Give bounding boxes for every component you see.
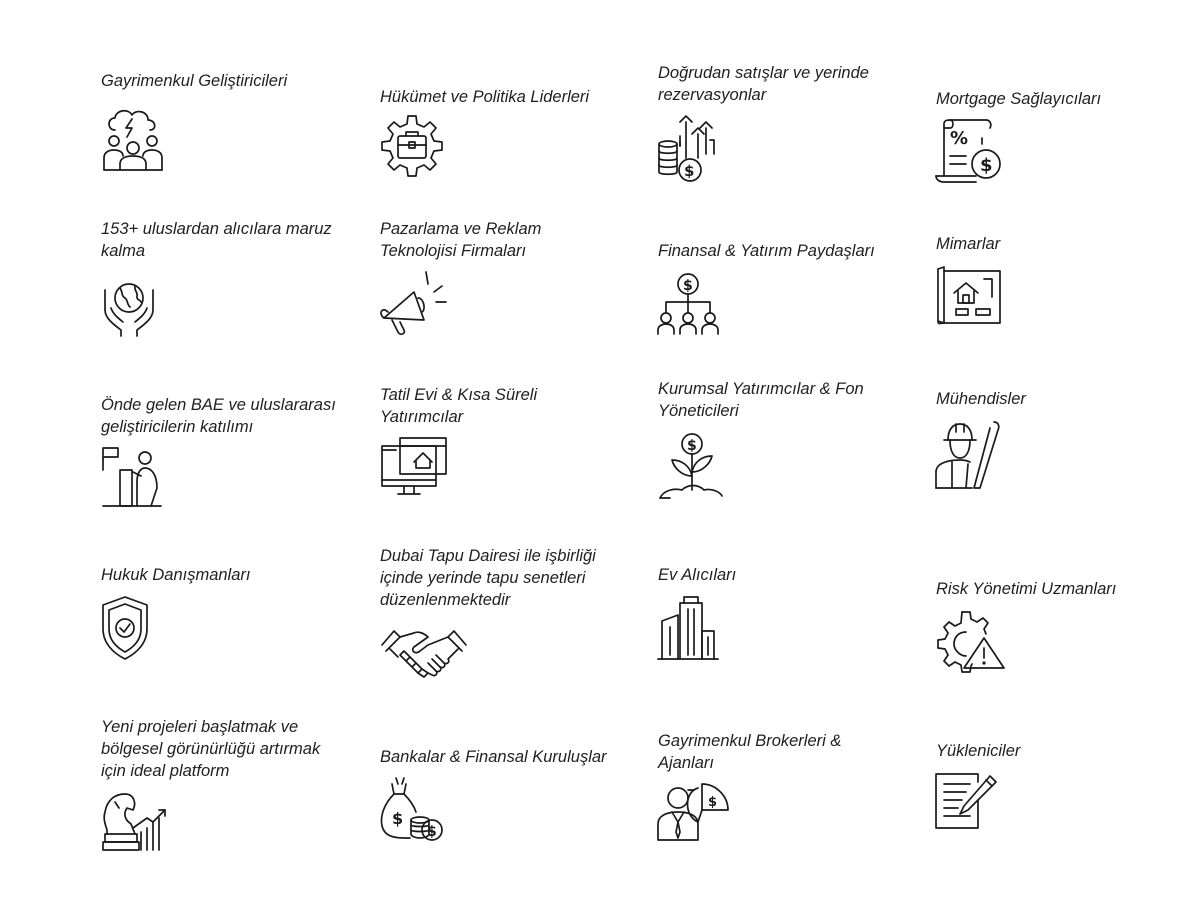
item-label: Dubai Tapu Dairesi ile işbirliği içinde yerinde tapu senetleri düzenlenmektedir xyxy=(380,547,596,609)
handshake-icon xyxy=(380,617,452,689)
item-label: Ev Alıcıları xyxy=(658,566,737,584)
item-label: Mortgage Sağlayıcıları xyxy=(936,90,1102,108)
grid-item-hukumet-politika xyxy=(380,62,620,180)
dollar-network-icon xyxy=(658,272,730,344)
megaphone-icon xyxy=(380,270,452,342)
svg-text:$: $ xyxy=(980,155,993,176)
grid-item-bankalar xyxy=(380,726,620,844)
item-label: Mühendisler xyxy=(936,390,1026,408)
grid-item-pazarlama-reklam xyxy=(380,218,620,336)
item-label: Yeni projeleri başlatmak ve bölgesel görünürlüğü artırmak için ideal platform xyxy=(101,718,321,780)
grid-item-hukuk-danismanlari xyxy=(101,545,341,663)
item-label: Hukuk Danışmanları xyxy=(101,566,251,584)
monitor-home-icon xyxy=(380,436,452,508)
svg-text:$: $ xyxy=(684,162,695,180)
money-bag-coins-icon xyxy=(380,776,452,848)
item-label: Mimarlar xyxy=(936,235,1001,253)
hands-globe-icon xyxy=(101,274,173,346)
engineer-icon xyxy=(936,418,1008,490)
svg-text:$: $ xyxy=(683,278,693,294)
svg-text:$: $ xyxy=(687,438,697,454)
grid-item-kurumsal-yatirimcilar xyxy=(658,378,898,500)
percent-document-dollar-icon xyxy=(936,118,1008,190)
item-label: Tatil Evi & Kısa Süreli Yatırımcılar xyxy=(380,386,538,426)
item-label: Doğrudan satışlar ve yerinde rezervasyonlar xyxy=(658,64,869,104)
svg-text:%: % xyxy=(950,128,969,149)
gear-briefcase-icon xyxy=(380,114,452,186)
gear-warning-icon xyxy=(936,608,1008,680)
coins-growth-icon xyxy=(658,114,730,186)
item-label: Pazarlama ve Reklam Teknolojisi Firmaları xyxy=(380,220,542,260)
item-label: 153+ uluslardan alıcılara maruz kalma xyxy=(101,220,332,260)
item-label: Kurumsal Yatırımcılar & Fon Yöneticileri xyxy=(658,380,864,420)
grid-item-muhendisler xyxy=(936,388,1176,506)
grid-item-mimarlar xyxy=(936,231,1176,349)
grid-item-yukleniciler xyxy=(936,740,1176,858)
item-label: Hükümet ve Politika Liderleri xyxy=(380,88,590,106)
svg-text:$: $ xyxy=(427,824,437,840)
grid-item-yeni-projeler xyxy=(101,716,341,854)
grid-item-dogrudan-satislar xyxy=(658,62,898,180)
grid-item-dubai-tapu xyxy=(380,543,620,683)
grid-item-risk-yonetimi xyxy=(936,556,1176,674)
item-label: Yükleniciler xyxy=(936,742,1021,760)
document-pen-icon xyxy=(936,770,1008,842)
grid-item-gayrimenkul-gelistiricileri xyxy=(101,58,341,176)
grid-item-mortgage xyxy=(936,66,1176,184)
svg-text:$: $ xyxy=(708,795,718,810)
blueprint-house-icon xyxy=(936,263,1008,335)
agent-pie-icon xyxy=(658,782,730,854)
shield-check-icon xyxy=(101,595,173,667)
grid-item-brokerler xyxy=(658,730,898,848)
person-flag-icon xyxy=(101,444,173,516)
svg-text:$: $ xyxy=(392,809,404,828)
grid-item-ev-alicilari xyxy=(658,545,898,663)
item-label: Gayrimenkul Brokerleri & Ajanları xyxy=(658,732,842,772)
grid-item-gelistiricilerin-katilimi xyxy=(101,372,341,510)
item-label: Finansal & Yatırım Paydaşları xyxy=(658,242,875,260)
grid-item-finansal-yatirim xyxy=(658,218,898,336)
grid-item-alicilara-maruz-kalma xyxy=(101,218,341,336)
item-label: Önde gelen BAE ve uluslararası geliştiricilerin katılımı xyxy=(101,396,336,436)
chess-knight-growth-icon xyxy=(101,788,173,860)
grid-item-tatil-evi xyxy=(380,382,620,502)
item-label: Risk Yönetimi Uzmanları xyxy=(936,580,1117,598)
item-label: Gayrimenkul Geliştiricileri xyxy=(101,72,288,90)
storm-team-icon xyxy=(101,104,173,176)
buildings-icon xyxy=(658,595,730,667)
item-label: Bankalar & Finansal Kuruluşlar xyxy=(380,748,607,766)
money-plant-icon xyxy=(658,432,730,504)
